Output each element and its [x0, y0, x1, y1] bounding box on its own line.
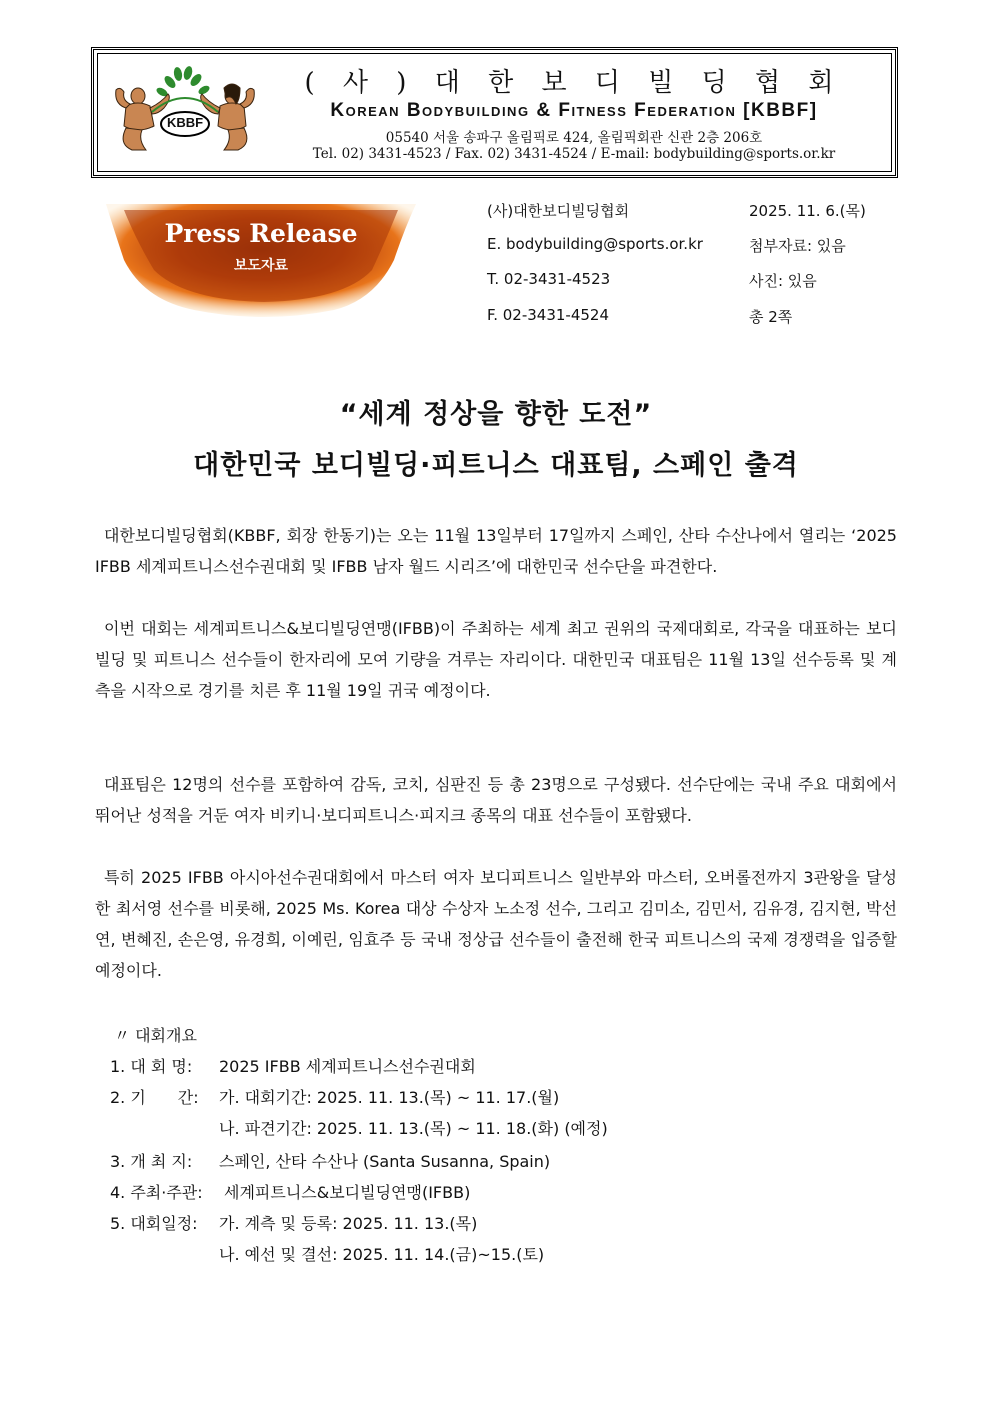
outline-label-5: 4. 주최·주관:	[110, 1183, 203, 1202]
body-paragraph-1: 대한보디빌딩협회(KBBF, 회장 한동기)는 오는 11월 13일부터 17일까지 스페인, 산타 수산나에서 열리는 ‘2025 IFBB 세계피트니스선수권대회 및 IFBB 남자 월드 시리즈’에 대한민국 선수단을 파견한다.	[95, 526, 897, 576]
headline-line-2: 대한민국 보디빌딩·피트니스 대표팀, 스페인 출격	[193, 450, 799, 481]
kbbf-logo	[112, 64, 260, 160]
info-photo: 사진: 있음	[749, 272, 817, 290]
letterhead	[91, 47, 898, 178]
logo-text: KBBF	[166, 115, 204, 130]
outline-label-1: 1. 대 회 명:	[110, 1057, 193, 1076]
body-paragraph-4: 특히 2025 IFBB 아시아선수권대회에서 마스터 여자 보디피트니스 일반부와 마스터, 오버롤전까지 3관왕을 달성한 최서영 선수를 비롯해, 2025 Ms. Korea 대상 수상자 노소정 선수, 그리고 김미소, 김민서, 김유경, 김지현, 박선연, 변혜진, 손은영, 유경희, 이예린, 임효주 등 국내 정상급 선수들이 출전해 한국 피트니스의 국제 경쟁력을 입증할 예정이다.	[95, 868, 897, 980]
outline-label-6: 5. 대회일정:	[110, 1214, 198, 1233]
badge-subtitle: 보도자료	[233, 258, 289, 274]
outline-value-6: 가. 계측 및 등록: 2025. 11. 13.(목)	[219, 1214, 478, 1233]
outline-value-5: 세계피트니스&보디빌딩연맹(IFBB)	[224, 1183, 471, 1202]
outline-value-4: 스페인, 산타 수산나 (Santa Susanna, Spain)	[219, 1152, 551, 1171]
body-paragraph-3: 대표팀은 12명의 선수를 포함하여 감독, 코치, 심판진 등 총 23명으로 구성됐다. 선수단에는 국내 주요 대회에서 뛰어난 성적을 거둔 여자 비키니·보디피트니스·피지크 종목의 대표 선수들이 포함됐다.	[95, 775, 897, 825]
body-paragraph-2: 이번 대회는 세계피트니스&보디빌딩연맹(IFBB)이 주최하는 세계 최고 권위의 국제대회로, 각국을 대표하는 보디빌딩 및 피트니스 선수들이 한자리에 모여 기량을 겨루는 자리이다. 대한민국 대표팀은 11월 13일 선수등록 및 계측을 시작으로 경기를 치른 후 11월 19일 귀국 예정이다.	[95, 619, 897, 700]
org-name-english: Korean Bodybuilding & Fitness Federation [KBBF]	[330, 100, 818, 121]
outline-label-2: 2. 기 간:	[110, 1088, 199, 1107]
org-name-korean: ( 사 ) 대 한 보 디 빌 딩 협 회	[304, 68, 844, 98]
org-address: 05540 서울 송파구 올림픽로 424, 올림픽회관 신관 2층 206호	[385, 130, 763, 146]
outline-value-2: 가. 대회기간: 2025. 11. 13.(목) ~ 11. 17.(월)	[219, 1088, 560, 1107]
headline-line-1: “세계 정상을 향한 도전”	[339, 399, 653, 430]
info-pages: 총 2쪽	[749, 308, 793, 326]
info-date: 2025. 11. 6.(목)	[749, 202, 866, 220]
outline-label-4: 3. 개 최 지:	[110, 1152, 193, 1171]
outline-value-3: 나. 파견기간: 2025. 11. 13.(목) ~ 11. 18.(화) (예정)	[219, 1119, 608, 1138]
info-tel: T. 02-3431-4523	[487, 270, 611, 288]
org-contact: Tel. 02) 3431-4523 / Fax. 02) 3431-4524 / E-mail: bodybuilding@sports.or.kr	[312, 146, 836, 162]
outline-value-7: 나. 예선 및 결선: 2025. 11. 14.(금)~15.(토)	[219, 1245, 545, 1264]
info-attachment: 첨부자료: 있음	[749, 237, 846, 255]
outline-value-1: 2025 IFBB 세계피트니스선수권대회	[219, 1057, 476, 1076]
info-email: E. bodybuilding@sports.or.kr	[487, 235, 703, 253]
info-org: (사)대한보디빌딩협회	[487, 202, 630, 220]
info-fax: F. 02-3431-4524	[487, 306, 610, 324]
outline-heading: 〃 대회개요	[114, 1026, 197, 1045]
badge-title: Press Release	[164, 219, 358, 248]
